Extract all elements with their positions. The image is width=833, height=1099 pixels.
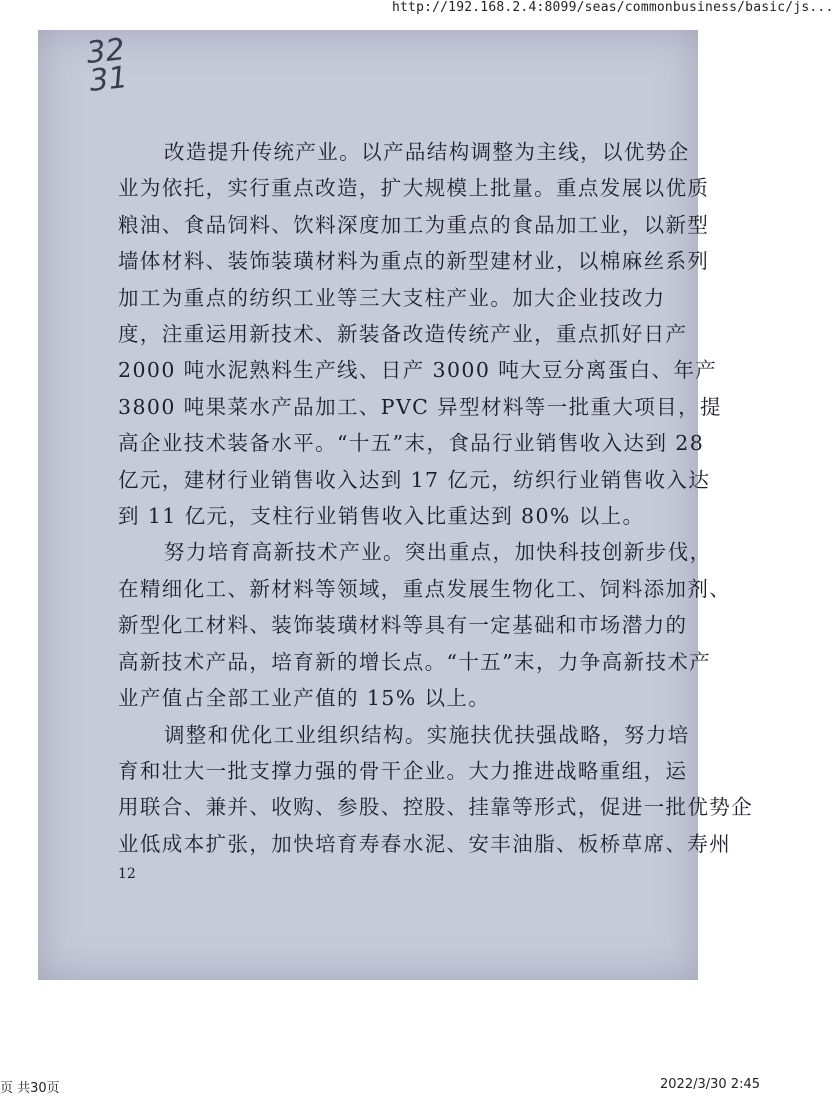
text-line: 业产值占全部工业产值的 15% 以上。 (118, 686, 491, 711)
footer-timestamp: 2022/3/30 2:45 (660, 1077, 760, 1092)
text-line: 业为依托，实行重点改造，扩大规模上批量。重点发展以优质 (118, 176, 710, 201)
text-line: 亿元，建材行业销售收入达到 17 亿元，纺织行业销售收入达 (118, 467, 711, 492)
handwritten-page-note: 32 31 (84, 32, 130, 99)
text-line: 度，注重运用新技术、新装备改造传统产业，重点抓好日产 (118, 322, 688, 347)
text-line: 调整和优化工业组织结构。实施扶优扶强战略，努力培 (164, 722, 690, 747)
browser-url: http://192.168.2.4:8099/seas/commonbusiness/basic/js... (392, 0, 833, 15)
text-line: 墙体材料、装饰装璜材料为重点的新型建材业，以棉麻丝系列 (118, 249, 710, 274)
text-line: 2000 吨水泥熟料生产线、日产 3000 吨大豆分离蛋白、年产 (118, 358, 718, 383)
text-line: 高企业技术装备水平。“十五”末，食品行业销售收入达到 28 (118, 431, 705, 456)
footer-page-info: 页 共30页 (0, 1081, 60, 1096)
text-line: 育和壮大一批支撑力强的骨干企业。大力推进战略重组，运 (118, 758, 688, 783)
text-line: 高新技术产品，培育新的增长点。“十五”末，力争高新技术产 (118, 649, 712, 674)
scanned-page (38, 30, 754, 980)
text-line: 3800 吨果菜水产品加工、PVC 异型材料等一批重大项目，提 (118, 394, 722, 419)
text-line: 努力培育高新技术产业。突出重点，加快科技创新步伐， (164, 540, 712, 565)
text-line: 改造提升传统产业。以产品结构调整为主线，以优势企 (164, 140, 690, 164)
text-line: 到 11 亿元，支柱行业销售收入比重达到 80% 以上。 (118, 504, 645, 529)
text-line: 粮油、食品饲料、饮料深度加工为重点的食品加工业，以新型 (118, 212, 710, 237)
text-line: 新型化工材料、装饰装璜材料等具有一定基础和市场潜力的 (118, 613, 688, 638)
page-number: 12 (118, 866, 136, 882)
text-line: 在精细化工、新材料等领域，重点发展生物化工、饲料添加剂、 (118, 576, 732, 601)
text-line: 用联合、兼并、收购、参股、控股、挂靠等形式，促进一批优势企 (118, 795, 754, 820)
text-line: 加工为重点的纺织工业等三大支柱产业。加大企业技改力 (118, 285, 666, 310)
document-body (118, 134, 754, 862)
text-line: 业低成本扩张，加快培育寿春水泥、安丰油脂、板桥草席、寿州 (118, 831, 732, 856)
